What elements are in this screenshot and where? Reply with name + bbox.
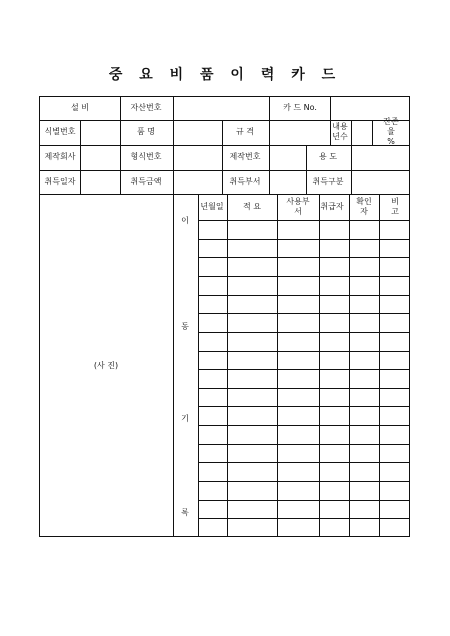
history-col-line bbox=[349, 194, 350, 537]
spec-label: 규 격 bbox=[236, 127, 254, 136]
history-col-remarks: 비고 bbox=[391, 197, 399, 216]
history-side-label-3: 기 bbox=[181, 414, 189, 423]
asset-no-label: 자산번호 bbox=[130, 103, 162, 112]
model-no-label: 형식번호 bbox=[130, 152, 162, 161]
history-side-label-2: 동 bbox=[181, 322, 189, 331]
acquisition-type-label: 취득구분 bbox=[312, 177, 344, 186]
serial-no-label: 제작번호 bbox=[229, 152, 261, 161]
usage-label: 용 도 bbox=[319, 152, 337, 161]
residual-rate-label: 잔존율 % bbox=[383, 117, 399, 146]
item-name-label: 품 명 bbox=[137, 127, 155, 136]
history-col-summary: 적 요 bbox=[243, 202, 261, 211]
history-col-line bbox=[227, 194, 228, 537]
history-col-line bbox=[277, 194, 278, 537]
asset-history-card bbox=[39, 96, 410, 537]
history-col-date: 년월일 bbox=[200, 202, 224, 211]
manufacturer-label: 제작회사 bbox=[44, 152, 76, 161]
acquired-date-label: 취득일자 bbox=[44, 177, 76, 186]
history-col-user-dept: 사용부 서 bbox=[286, 197, 310, 216]
id-no-label: 식별번호 bbox=[44, 127, 76, 136]
history-col-line bbox=[319, 194, 320, 537]
equipment-label: 설 비 bbox=[71, 103, 89, 112]
card-no-label: 카 드 No. bbox=[283, 103, 317, 112]
form-title: 중 요 비 품 이 력 카 드 bbox=[108, 67, 342, 83]
acquired-amount-label: 취득금액 bbox=[130, 177, 162, 186]
history-col-confirmer: 확인 자 bbox=[356, 197, 372, 216]
history-side-label-1: 이 bbox=[181, 216, 189, 225]
photo-label: (사 진) bbox=[93, 361, 119, 370]
acquiring-dept-label: 취득부서 bbox=[229, 177, 261, 186]
history-side-label-4: 록 bbox=[181, 508, 189, 517]
useful-life-label: 내용 년수 bbox=[332, 122, 348, 141]
history-col-handler: 취급자 bbox=[320, 202, 344, 211]
history-col-line bbox=[379, 194, 380, 537]
